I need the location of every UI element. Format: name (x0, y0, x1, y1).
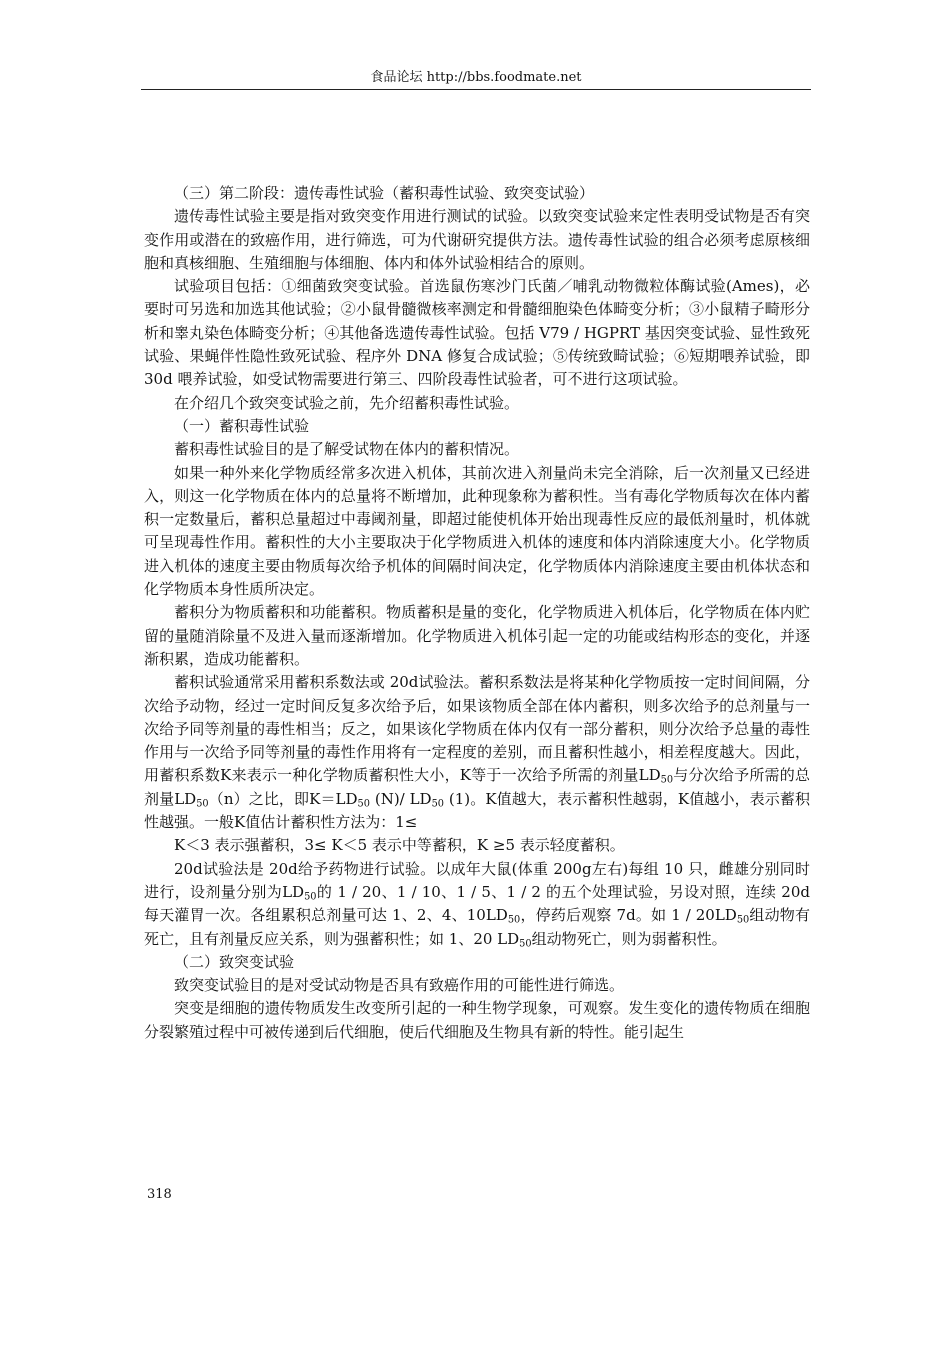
page-body (144, 182, 810, 1044)
subscript: 50 (519, 937, 532, 949)
paragraph: 在介绍几个致突变试验之前，先介绍蓄积毒性试验。 (174, 393, 520, 412)
subscript: 50 (736, 914, 750, 926)
paragraph: 遗传毒性试验主要是指对致突变作用进行测试的试验。以致突变试验来定性表明受试物是否有突变作用或潜在的致癌作用，进行筛选，可为代谢研究提供方法。遗传毒性试验的组合必须考虑原核细胞和真核细胞、生殖细胞与体细胞、体内和体外试验相结合的原则。 (144, 207, 810, 272)
paragraph: 蓄积分为物质蓄积和功能蓄积。物质蓄积是量的变化，化学物质进入机体后，化学物质在体内贮留的量随消除量不及进入量而逐渐增加。化学物质进入机体引起一定的功能或结构形态的变化，并逐渐积累，造成功能蓄积。 (144, 603, 810, 668)
paragraph: 试验项目包括：①细菌致突变试验。首选鼠伤寒沙门氏菌／哺乳动物微粒体酶试验(Ames)，必要时可另选和加选其他试验；②小鼠骨髓微核率测定和骨髓细胞染色体畸变分析；③小鼠精子畸形分析和睾丸染色体畸变分析；④其他备选遗传毒性试验。包括 V79 / HGPRT 基因突变试验、显性致死试验、果蝇伴性隐性致死试验、程序外 DNA 修复合成试验；⑤传统致畸试验；⑥短期喂养试验，即 30d 喂养试验，如受试物需要进行第三、四阶段毒性试验者，可不进行这项试验。 (144, 277, 810, 389)
header-rule (141, 89, 811, 90)
text-run: ，停药后观察 7d。如 1 / 20LD (520, 906, 737, 925)
paragraph: 突变是细胞的遗传物质发生改变所引起的一种生物学现象，可观察。发生变化的遗传物质在细胞分裂繁殖过程中可被传递到后代细胞，使后代细胞及生物具有新的特性。能引起生 (144, 999, 810, 1041)
subscript: 50 (660, 774, 674, 786)
subheading-mutagenicity: （二）致突变试验 (174, 952, 295, 971)
paragraph: 如果一种外来化学物质经常多次进入机体，其前次进入剂量尚未完全消除，后一次剂量又已经进入，则这一化学物质在体内的总量将不断增加，此种现象称为蓄积性。当有毒化学物质每次在体内蓄积一定数量后，蓄积总量超过中毒阈剂量，即超过能使机体开始出现毒性反应的最低剂量时，机体就可呈现毒性作用。蓄积性的大小主要取决于化学物质进入机体的速度和体内消除速度大小。化学物质进入机体的速度主要由物质每次给予机体的间隔时间决定，化学物质体内消除速度主要由机体状态和化学物质本身性质所决定。 (144, 463, 810, 599)
page-number: 318 (147, 1187, 172, 1202)
text-run: 的 1 / 20、1 / 10、1 / 5、1 / 2 的五个处理试验，另设对照，连续 20d每天灌胃一次。各组累积总剂量可达 1、2、4、10LD (144, 882, 810, 925)
paragraph: 蓄积毒性试验目的是了解受试物在体内的蓄积情况。 (174, 440, 520, 459)
text-run: 与分次给予所需的总剂量LD (144, 766, 810, 808)
section-heading-stage-two: （三）第二阶段：遗传毒性试验（蓄积毒性试验、致突变试验） (174, 184, 595, 202)
paragraph-k-criteria: K＜3 表示强蓄积，3≤ K＜5 表示中等蓄积，K ≥5 表示轻度蓄积。 (174, 836, 625, 855)
subscript: 50 (304, 891, 317, 903)
paragraph-cumulative-coefficient (144, 671, 810, 834)
page-header: 食品论坛 http://bbs.foodmate.net (370, 70, 582, 85)
text-run: 蓄积试验通常采用蓄积系数法或 20d试验法。蓄积系数法是将某种化学物质按一定时间间隔，分次给予动物，经过一定时间反复多次给予后，如果该物质全部在体内蓄积，则多次给予的总剂量与一次给予同等剂量的毒性相当；反之，如果该化学物质在体内仅有一部分蓄积，则分次给予总量的毒性作用与一次给予同等剂量的毒性作用将有一定程度的差别，而且蓄积性越小，相差程度越大。因此，用蓄积系数K来表示一种化学物质蓄积性大小，K等于一次给予所需的剂量LD (144, 673, 810, 785)
subheading-cumulative-toxicity: （一）蓄积毒性试验 (174, 416, 310, 435)
text-run: （n）之比，即K＝LD (208, 789, 358, 808)
text-run: 组动物有死亡，且有剂量反应关系，则为强蓄积性；如 1、20 LD (144, 906, 810, 948)
subscript: 50 (357, 798, 370, 810)
paragraph-20d-test (144, 858, 810, 951)
text-run: 20d试验法是 20d给予药物进行试验。以成年大鼠(体重 200g左右)每组 10 只，雌雄分别同时进行，设剂量分别为LD (144, 859, 810, 901)
subscript: 50 (507, 914, 521, 926)
text-run: 组动物死亡，则为弱蓄积性。 (531, 929, 727, 948)
paragraph: 致突变试验目的是对受试动物是否具有致癌作用的可能性进行筛选。 (174, 976, 625, 995)
text-run: (N)/ LD (369, 789, 432, 808)
text-run: (1)。K值越大，表示蓄积性越弱，K值越小，表示蓄积性越强。一般K值估计蓄积性方法为：1≤ (144, 789, 810, 832)
subscript: 50 (431, 798, 445, 810)
subscript: 50 (196, 798, 209, 810)
